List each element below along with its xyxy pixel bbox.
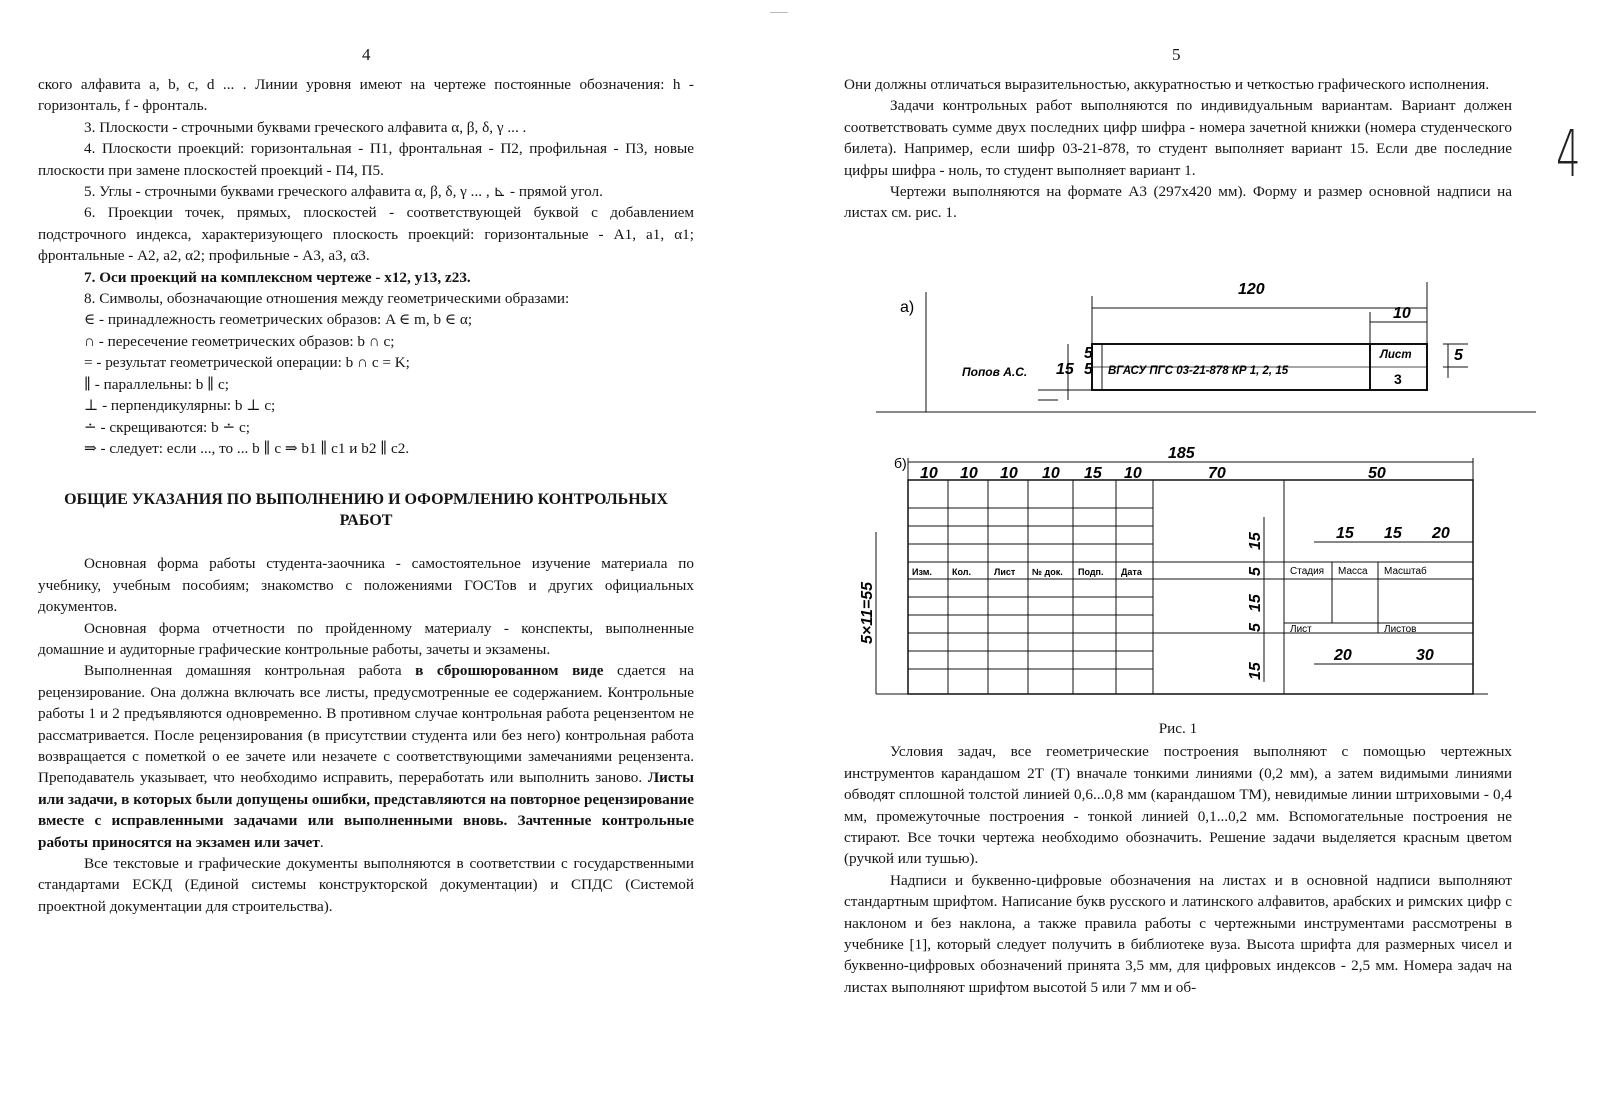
paragraph: 7. Оси проекций на комплексном чертеже - x12, y13, z23. bbox=[84, 268, 471, 286]
dimension: 15 bbox=[1084, 465, 1102, 482]
dimension: 10 bbox=[1000, 465, 1018, 482]
dimension: 15 bbox=[1247, 594, 1264, 612]
dimension: 10 bbox=[1124, 465, 1142, 482]
symbol-line: ∩ - пересечение геометрических образов: b ∩ c; bbox=[84, 332, 395, 350]
handwritten-mark: 4 bbox=[1556, 118, 1581, 192]
dimension: 120 bbox=[1238, 281, 1265, 298]
dimension: 15 bbox=[1247, 532, 1264, 550]
paragraph: Основная форма отчетности по пройденному материалу - конспекты, выполненные домашние и аудиторные графические контрольные работы, зачеты и экзамены. bbox=[38, 619, 694, 658]
column-header: № док. bbox=[1032, 567, 1063, 577]
dimension: 15 bbox=[1056, 361, 1074, 378]
paragraph: Условия задач, все геометрические построения выполняют с помощью чертежных инструментов карандашом 2Т (Т) вначале тонкими линиями (0,2 мм), а затем видимыми линиями обводят сплошной толстой линией 0,6...0,8 мм (карандашом ТМ), невидимые линии штриховыми - 0,4 мм, промежуточные построения - тонкой линией 0,1...0,2 мм. Вспомогательные построения не стирают. Все точки чертежа необходимо обозначить. Решение задачи выделяется красным цветом (ручкой или тушью). bbox=[844, 743, 1512, 868]
dimension: 20 bbox=[1432, 525, 1450, 542]
cell-label: Лист bbox=[1290, 624, 1312, 635]
right-text-column bbox=[844, 74, 1512, 224]
symbol-line: ⊥ - перпендикулярны: b ⊥ c; bbox=[84, 397, 276, 415]
bold-text: Листы или задачи, в которых были допущены ошибки, представляются на повторное рецензирование вместе с исправленными задачами или выполненными вновь. Зачтенные контрольные работы приносятся на экзамен или зачет bbox=[38, 769, 694, 851]
paragraph: 8. Символы, обозначающие отношения между геометрическими образами: bbox=[84, 290, 570, 308]
signer-name: Попов А.С. bbox=[962, 365, 1028, 379]
dimension: 70 bbox=[1208, 465, 1226, 482]
dimension: 5 bbox=[1084, 361, 1093, 378]
page-number-left: 4 bbox=[362, 45, 371, 64]
paragraph: Чертежи выполняются на формате А3 (297х420 мм). Форму и размер основной надписи на листах см. рис. 1. bbox=[844, 183, 1512, 222]
dimension: 10 bbox=[1393, 305, 1411, 322]
dimension: 50 bbox=[1368, 465, 1386, 482]
paragraph: Все текстовые и графические документы выполняются в соответствии с государственными стандартами ЕСКД (Единой системы конструкторской документации) и СПДС (Системой проектной документации для строительства). bbox=[38, 855, 694, 915]
dimension: 10 bbox=[960, 465, 978, 482]
column-header: Лист bbox=[994, 567, 1016, 577]
symbol-line: ∈ - принадлежность геометрических образов: A ∈ m, b ∈ α; bbox=[84, 311, 473, 329]
paragraph: 4. Плоскости проекций: горизонтальная - П1, фронтальная - П2, профильная - П3, новые плоскости при замене плоскостей проекций - П4, П5. bbox=[38, 140, 694, 179]
dimension: 5 bbox=[1454, 347, 1463, 364]
cell-label: Стадия bbox=[1290, 566, 1325, 577]
bold-text: в сброшюрованном виде bbox=[415, 662, 604, 680]
symbol-line: ∸ - скрещиваются: b ∸ c; bbox=[84, 418, 250, 436]
dimension: 185 bbox=[1168, 445, 1195, 462]
dimension: 20 bbox=[1334, 647, 1352, 664]
dimension: 30 bbox=[1416, 647, 1434, 664]
dimension: 5×11=55 bbox=[859, 582, 876, 644]
paragraph: Надписи и буквенно-цифровые обозначения на листах и в основной надписи выполняют стандартным шрифтом. Написание букв русского и латинского алфавитов, арабских и римских цифр с наклоном и без наклона, а также правила работы с чертежными инструментами рассмотрены в учебнике [1], который следует получить в библиотеке вуза. Высота шрифта для размерных чисел и буквенно-цифровых обозначений принята 3,5 мм, для цифровых индексов - 2,5 мм. Номера задач на листах выполняют шрифтом высотой 5 или 7 мм и об- bbox=[844, 871, 1512, 996]
paragraph: ского алфавита a, b, c, d ... . Линии уровня имеют на чертеже постоянные обозначения: h - горизонталь, f - фронталь. bbox=[38, 76, 694, 115]
figure-caption: Рис. 1 bbox=[1158, 720, 1198, 737]
text-run: . bbox=[319, 833, 324, 851]
paragraph bbox=[38, 660, 694, 853]
text-run: Выполненная домашняя контрольная работа bbox=[84, 662, 416, 680]
paragraph: 6. Проекции точек, прямых, плоскостей - соответствующей буквой с добавлением подстрочного индекса, характеризующего плоскость проекций: горизонтальные - A1, a1, α1; фронтальные - A2, a2, α2; профильные - A3, a3, α3. bbox=[38, 204, 694, 265]
title-block-figure bbox=[848, 272, 1538, 712]
paragraph: Задачи контрольных работ выполняются по индивидуальным вариантам. Вариант должен соответствовать сумме двух последних цифр шифра - номера зачетной книжки (номера студенческого билета). Например, если шифр 03-21-878, то студент выполняет вариант 15. Если две последние цифры шифра - ноль, то студент выполняет вариант 1. bbox=[844, 97, 1512, 179]
symbol-line: ⇒ - следует: если ..., то ... b ∥ c ⇒ b1 ∥ c1 и b2 ∥ c2. bbox=[84, 439, 410, 457]
right-page bbox=[800, 0, 1600, 1117]
column-header: Кол. bbox=[952, 567, 971, 577]
column-header: Изм. bbox=[912, 567, 932, 577]
sheet-number: 3 bbox=[1394, 371, 1402, 387]
sheet-label: Лист bbox=[1380, 349, 1412, 361]
cell-label: Масса bbox=[1338, 566, 1368, 577]
figure-label-a: а) bbox=[900, 299, 915, 316]
right-text-column-lower bbox=[844, 714, 1512, 998]
paragraph: 5. Углы - строчными буквами греческого алфавита α, β, δ, γ ... , ⊾ - прямой угол. bbox=[84, 183, 603, 201]
text-run: сдается на рецензирование. Она должна включать все листы, предусмотренные ее содержанием. Контрольные работы 1 и 2 предъявляются одновременно. В противном случае контрольная работа рецензентом не рассматривается. После рецензирования (в присутствии студента или без него) контрольная работа возвращается с пометкой о ее зачете или незачете с соответствующими замечаниями рецензента. Преподаватель указывает, что необходимо исправить, переработать или выполнить заново. bbox=[38, 662, 694, 787]
column-header: Дата bbox=[1121, 567, 1142, 577]
cell-label: Листов bbox=[1384, 624, 1417, 635]
document-code: ВГАСУ ПГС 03-21-878 КР 1, 2, 15 bbox=[1108, 365, 1289, 377]
left-text-column bbox=[38, 74, 694, 917]
paragraph: Основная форма работы студента-заочника - самостоятельное изучение материала по учебнику, учебным пособиям; знакомство с положениями ГОСТов и других официальных документов. bbox=[38, 555, 694, 616]
dimension: 5 bbox=[1247, 567, 1264, 576]
dimension: 10 bbox=[920, 465, 938, 482]
paragraph: Они должны отличаться выразительностью, аккуратностью и четкостью графического исполнения. bbox=[844, 76, 1490, 93]
dimension: 10 bbox=[1042, 465, 1060, 482]
dimension: 15 bbox=[1247, 662, 1264, 680]
figure-label-b: б) bbox=[894, 455, 907, 471]
symbol-line: ∥ - параллельны: b ∥ c; bbox=[84, 375, 229, 393]
paragraph: 3. Плоскости - строчными буквами греческого алфавита α, β, δ, γ ... . bbox=[84, 118, 527, 136]
dimension: 5 bbox=[1084, 345, 1093, 362]
symbol-line: = - результат геометрической операции: b ∩ c = K; bbox=[84, 354, 410, 372]
cell-label: Масштаб bbox=[1384, 566, 1427, 577]
dimension: 15 bbox=[1336, 525, 1354, 542]
section-heading: ОБЩИЕ УКАЗАНИЯ ПО ВЫПОЛНЕНИЮ И ОФОРМЛЕНИЮ КОНТРОЛЬНЫХ РАБОТ bbox=[64, 491, 668, 530]
dimension: 15 bbox=[1384, 525, 1402, 542]
column-header: Подп. bbox=[1078, 567, 1104, 577]
dimension: 5 bbox=[1247, 623, 1264, 632]
page-number-right: 5 bbox=[1172, 45, 1181, 64]
